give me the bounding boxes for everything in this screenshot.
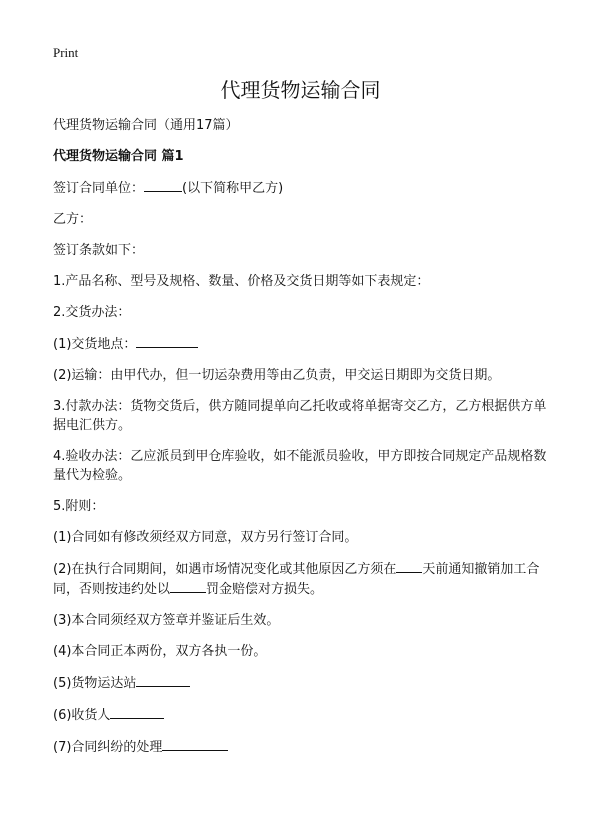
paragraph-3: 3.付款办法：货物交货后，供方随同提单向乙托收或将单据寄交乙方，乙方根据供方单据电汇供方。 (53, 399, 547, 433)
blank-line (162, 737, 228, 751)
delivery-place-label: (1)交货地点： (53, 337, 137, 352)
page-title: 代理货物运输合同 (220, 78, 381, 102)
section-heading: 代理货物运输合同 篇1 (53, 149, 184, 164)
paragraph-5-4: (4)本合同正本两份，双方各执一份。 (53, 644, 267, 659)
paragraph-5-2 (53, 559, 548, 599)
paragraph-4: 4.验收办法：乙应派员到甲仓库验收，如不能派员验收，甲方即按合同规定产品规格数量代为检验。 (53, 449, 547, 483)
blank-line (170, 579, 206, 593)
paragraph-party-b: 乙方： (53, 212, 93, 227)
blank-line (144, 178, 182, 192)
unit-a-label: 签订合同单位： (53, 181, 145, 196)
blank-line (110, 705, 164, 719)
paragraph-1: 1.产品名称、型号及规格、数量、价格及交货日期等如下表规定： (53, 274, 430, 289)
paragraph-5-1: (1)合同如有修改须经双方同意，双方另行签订合同。 (53, 530, 358, 545)
paragraph-terms: 签订条款如下： (53, 243, 145, 258)
clause-5-2-part-a: (2)在执行合同期间，如遇市场情况变化或其他原因乙方须在 (53, 562, 397, 577)
paragraph-5-6 (53, 705, 548, 725)
clause-5-2-part-c: 罚金赔偿对方损失。 (206, 582, 324, 597)
clause-5-2-part-b: 天前通知撤销加工合同，否则按违约处以 (53, 562, 540, 597)
paragraph-unit-a (53, 178, 548, 198)
paragraph-5-3: (3)本合同须经双方签章并鉴证后生效。 (53, 613, 280, 628)
document-subtitle: 代理货物运输合同（通用17篇） (53, 118, 239, 133)
paragraph-2-2: (2)运输：由甲代办，但一切运杂费用等由乙负责，甲交运日期即为交货日期。 (53, 368, 501, 383)
paragraph-2: 2.交货办法： (53, 305, 131, 320)
unit-a-tail: (以下简称甲乙方) (182, 181, 284, 196)
blank-line (136, 334, 198, 348)
blank-line (136, 673, 190, 687)
paragraph-5-5 (53, 673, 548, 693)
consignee-label: (6)收货人 (53, 708, 111, 723)
blank-line (396, 559, 422, 573)
paragraph-5-7 (53, 737, 548, 757)
print-link[interactable]: Print (53, 45, 79, 60)
paragraph-2-1 (53, 334, 548, 354)
paragraph-5: 5.附则： (53, 499, 105, 514)
arrival-station-label: (5)货物运达站 (53, 676, 137, 691)
dispute-label: (7)合同纠纷的处理 (53, 740, 163, 755)
